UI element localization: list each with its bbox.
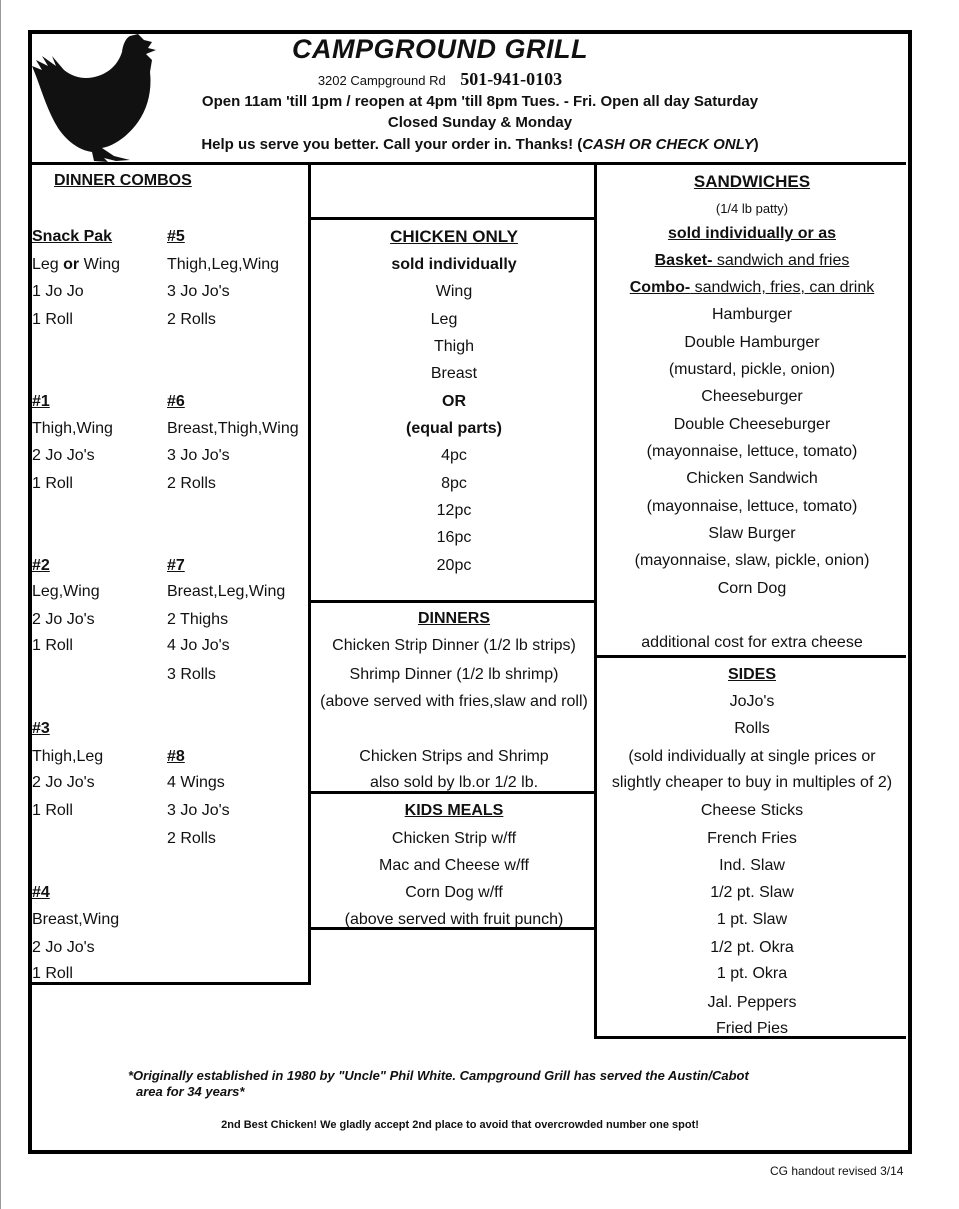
chicken-silhouette-icon <box>30 32 160 164</box>
combo-6-title: #6 <box>167 393 185 410</box>
sandwich-toppings: (mustard, pickle, onion) <box>668 361 836 378</box>
combo-8-line: 2 Rolls <box>167 830 216 847</box>
sandwich-item: Slaw Burger <box>708 525 796 542</box>
history-note-line2: area for 34 years* <box>136 1084 245 1099</box>
street-address: 3202 Campground Rd <box>317 73 446 88</box>
side-item: 1/2 pt. Slaw <box>710 884 794 901</box>
dinners-heading: DINNERS <box>417 610 490 627</box>
sides-top-border <box>596 655 906 658</box>
combo-5-line: 3 Jo Jo's <box>167 283 230 300</box>
header-divider <box>30 162 906 165</box>
piece-count-item: 16pc <box>436 529 472 546</box>
call-order-text: Help us serve you better. Call your order in. Thanks! ( <box>201 136 583 153</box>
sandwich-item: Chicken Sandwich <box>686 470 818 487</box>
patty-size-note: (1/4 lb patty) <box>715 201 789 216</box>
snack-pak-line <box>32 256 120 274</box>
chicken-only-heading: CHICKEN ONLY <box>390 227 518 246</box>
sandwich-toppings: (mayonnaise, lettuce, tomato) <box>646 498 858 515</box>
sandwiches-heading: SANDWICHES <box>693 172 811 191</box>
side-item: Ind. Slaw <box>719 857 785 874</box>
combo-1-line: 2 Jo Jo's <box>32 447 95 464</box>
chicken-part-item: Leg <box>430 311 458 328</box>
combo-4-line: 2 Jo Jo's <box>32 939 95 956</box>
combo-8-line: 3 Jo Jo's <box>167 802 230 819</box>
combo-3-line: 2 Jo Jo's <box>32 774 95 791</box>
combo-1-title: #1 <box>32 393 50 410</box>
chicken-part-item: Breast <box>430 365 478 382</box>
extra-cheese-note: additional cost for extra cheese <box>641 634 863 651</box>
basket-label: Basket- <box>654 252 713 269</box>
side-item: French Fries <box>707 830 797 847</box>
combo-1-line: Thigh,Wing <box>32 420 113 437</box>
piece-count-item: 20pc <box>436 557 472 574</box>
combo-3-line: Thigh,Leg <box>32 748 104 765</box>
side-item: 1 pt. Okra <box>716 965 788 982</box>
chicken-part-item: Wing <box>435 283 473 300</box>
equal-parts-label: (equal parts) <box>405 420 502 437</box>
side-item: JoJo's <box>729 693 775 710</box>
side-note: slightly cheaper to buy in multiples of 2) <box>611 774 893 791</box>
combo-2-line: 2 Jo Jo's <box>32 611 95 628</box>
piece-count-item: 8pc <box>441 475 467 492</box>
combo-7-line: 3 Rolls <box>167 666 216 683</box>
combo-2-line: Leg,Wing <box>32 583 100 600</box>
piece-count-item: 12pc <box>436 502 472 519</box>
snack-pak-wing: Wing <box>79 256 121 273</box>
combo-6-line: Breast,Thigh,Wing <box>167 420 299 437</box>
tagline: 2nd Best Chicken! We gladly accept 2nd place to avoid that overcrowded number one spot! <box>221 1119 699 1131</box>
history-note-line1: *Originally established in 1980 by "Uncle" Phil White. Campground Grill has served the Austin/Cabot <box>128 1068 749 1083</box>
sandwich-item: Double Cheeseburger <box>673 416 831 433</box>
snack-pak-or: or <box>63 256 80 273</box>
chicken-part-item: Thigh <box>433 338 475 355</box>
chicken-or-label: OR <box>442 393 466 410</box>
sandwich-item: Double Hamburger <box>684 334 820 351</box>
combo-option <box>596 279 908 297</box>
snack-pak-line: 1 Jo Jo <box>32 283 84 300</box>
sandwich-toppings: (mayonnaise, slaw, pickle, onion) <box>634 552 870 569</box>
side-item: Fried Pies <box>715 1020 789 1037</box>
dinners-note: also sold by lb.or 1/2 lb. <box>369 774 539 791</box>
snack-pak-leg: Leg <box>32 256 64 273</box>
combo-4-line: 1 Roll <box>32 965 73 982</box>
phone-number: 501-941-0103 <box>460 69 563 89</box>
call-order-line <box>150 136 810 153</box>
sides-heading: SIDES <box>727 666 776 683</box>
dinners-item: Chicken Strips and Shrimp <box>359 748 549 765</box>
closed-days-line: Closed Sunday & Monday <box>387 114 573 131</box>
dinners-note: (above served with fries,slaw and roll) <box>320 693 588 710</box>
kids-meal-item: Chicken Strip w/ff <box>391 830 517 847</box>
chicken-top-border <box>310 217 596 220</box>
kids-meal-item: Mac and Cheese w/ff <box>378 857 529 874</box>
payment-note: CASH OR CHECK ONLY <box>582 136 754 153</box>
sandwich-item: Cheeseburger <box>701 388 803 405</box>
side-item: Rolls <box>734 720 770 737</box>
sold-individually-note: sold individually or as <box>667 225 837 242</box>
basket-desc: sandwich and fries <box>712 252 850 269</box>
combo-6-line: 3 Jo Jo's <box>167 447 230 464</box>
snack-pak-line: 1 Roll <box>32 311 73 328</box>
call-order-close: ) <box>753 136 759 153</box>
side-item: Cheese Sticks <box>700 802 804 819</box>
address-line <box>200 69 680 90</box>
chicken-only-subheading: sold individually <box>391 256 517 273</box>
combo-label: Combo- <box>629 279 691 296</box>
combo-5-title: #5 <box>167 228 185 245</box>
combo-7-title: #7 <box>167 557 185 574</box>
combo-7-line: 4 Jo Jo's <box>167 637 230 654</box>
dinners-item: Shrimp Dinner (1/2 lb shrimp) <box>349 666 559 683</box>
combo-3-title: #3 <box>32 720 50 737</box>
side-item: 1/2 pt. Okra <box>710 939 794 956</box>
combo-2-line: 1 Roll <box>32 637 73 654</box>
combo-4-title: #4 <box>32 884 50 901</box>
kids-meal-note: (above served with fruit punch) <box>344 911 564 928</box>
dinners-top-border <box>310 600 596 603</box>
basket-option <box>596 252 908 270</box>
side-note: (sold individually at single prices or <box>628 748 876 765</box>
sandwich-item: Corn Dog <box>717 580 787 597</box>
combo-4-line: Breast,Wing <box>32 911 120 928</box>
restaurant-title: CAMPGROUND GRILL <box>292 34 588 64</box>
combos-right-border <box>308 163 311 985</box>
kids-meals-heading: KIDS MEALS <box>404 802 504 819</box>
dinners-item: Chicken Strip Dinner (1/2 lb strips) <box>332 637 576 654</box>
combo-7-line: 2 Thighs <box>167 611 229 628</box>
side-item: Jal. Peppers <box>707 994 797 1011</box>
combo-desc: sandwich, fries, can drink <box>690 279 875 296</box>
hours-line: Open 11am 'till 1pm / reopen at 4pm 'till 8pm Tues. - Fri. Open all day Saturday <box>201 93 759 110</box>
sandwich-toppings: (mayonnaise, lettuce, tomato) <box>646 443 858 460</box>
combo-3-line: 1 Roll <box>32 802 73 819</box>
combo-1-line: 1 Roll <box>32 475 73 492</box>
combo-5-line: Thigh,Leg,Wing <box>167 256 280 273</box>
sandwich-item: Hamburger <box>711 306 793 323</box>
combo-7-line: Breast,Leg,Wing <box>167 583 286 600</box>
combo-8-title: #8 <box>167 748 185 765</box>
kids-meal-item: Corn Dog w/ff <box>405 884 503 901</box>
dinner-combos-heading: DINNER COMBOS <box>54 172 192 189</box>
combo-6-line: 2 Rolls <box>167 475 216 492</box>
revision-note: CG handout revised 3/14 <box>770 1164 904 1178</box>
side-item: 1 pt. Slaw <box>716 911 788 928</box>
combo-2-title: #2 <box>32 557 50 574</box>
combo-8-line: 4 Wings <box>167 774 225 791</box>
piece-count-item: 4pc <box>441 447 467 464</box>
combo-5-line: 2 Rolls <box>167 311 216 328</box>
snack-pak-title: Snack Pak <box>32 228 113 245</box>
left-edge-line <box>0 0 1 1209</box>
